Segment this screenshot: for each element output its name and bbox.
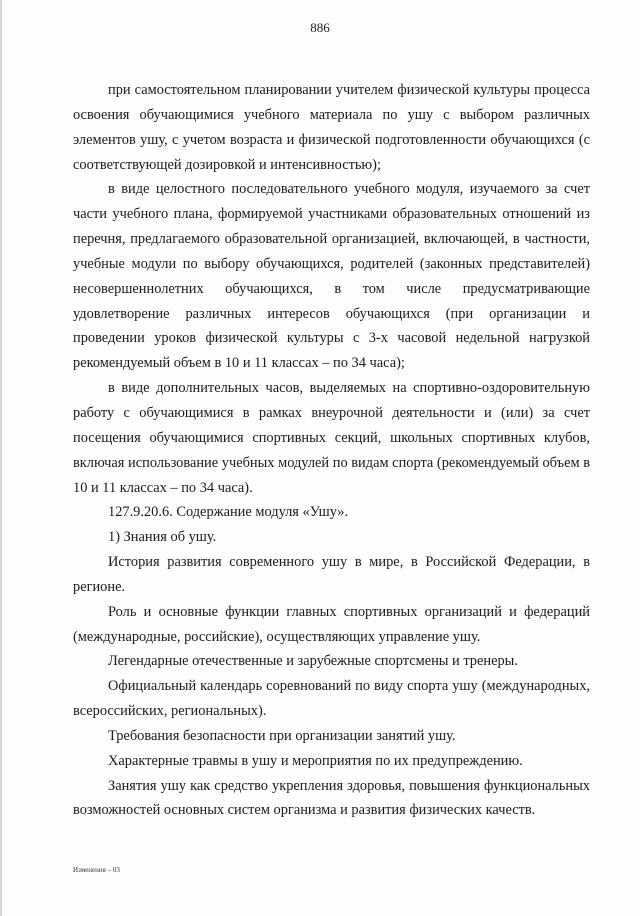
section-heading: 127.9.20.6. Содержание модуля «Ушу».	[108, 504, 349, 521]
subsection-heading: 1) Знания об ушу.	[108, 529, 217, 546]
paragraph-injuries: Характерные травмы в ушу и мероприятия по их предупреждению.	[108, 752, 523, 769]
paragraph-extra-hours: в виде дополнительных часов, выделяемых на спортивно-оздоровительную работу с обучающимися в рамках внеурочной деятельности и (или) за счет посещения обучающимися спортивных секций, школьных спортивных клубов, включая использование учебных модулей по видам спорта (рекомендуемый объем в 10 и 11 классах – по 34 часа).	[73, 380, 590, 496]
paragraph-calendar: Официальный календарь соревнований по виду спорта ушу (международных, всероссийских, региональных).	[73, 678, 590, 720]
paragraph-self-planning: при самостоятельном планировании учителем физической культуры процесса освоения обучающимися учебного материала по ушу с выбором различных элементов ушу, с учетом возраста и физической подготовленности обучающихся (с соответствующей дозировкой и интенсивностью);	[73, 82, 590, 173]
paragraph-health: Занятия ушу как средство укрепления здоровья, повышения функциональных возможностей основных систем организма и развития физических качеств.	[73, 777, 590, 819]
page-number: 886	[310, 20, 330, 35]
scan-edge	[0, 0, 2, 916]
footer-revision: Изменения – 03	[73, 866, 120, 874]
paragraph-organizations: Роль и основные функции главных спортивных организаций и федераций (международные, российские), осуществляющих управление ушу.	[73, 603, 590, 645]
paragraph-safety: Требования безопасности при организации занятий ушу.	[108, 727, 456, 744]
paragraph-history: История развития современного ушу в мире, в Российской Федерации, в регионе.	[73, 554, 590, 595]
document-body	[73, 78, 590, 823]
paragraph-athletes: Легендарные отечественные и зарубежные спортсмены и тренеры.	[108, 653, 518, 670]
paragraph-module: в виде целостного последовательного учебного модуля, изучаемого за счет части учебного плана, формируемой участниками образовательных отношений из перечня, предлагаемого образовательной организацией, включающей, в частности, учебные модули по выбору обучающихся, родителей (законных представителей) несовершеннолетних обучающихся, в том числе предусматривающие удовлетворение различных интересов обучающихся (при организации и проведении уроков физической культуры с 3-х часовой недельной нагрузкой рекомендуемый объем в 10 и 11 классах – по 34 часа);	[73, 181, 590, 372]
